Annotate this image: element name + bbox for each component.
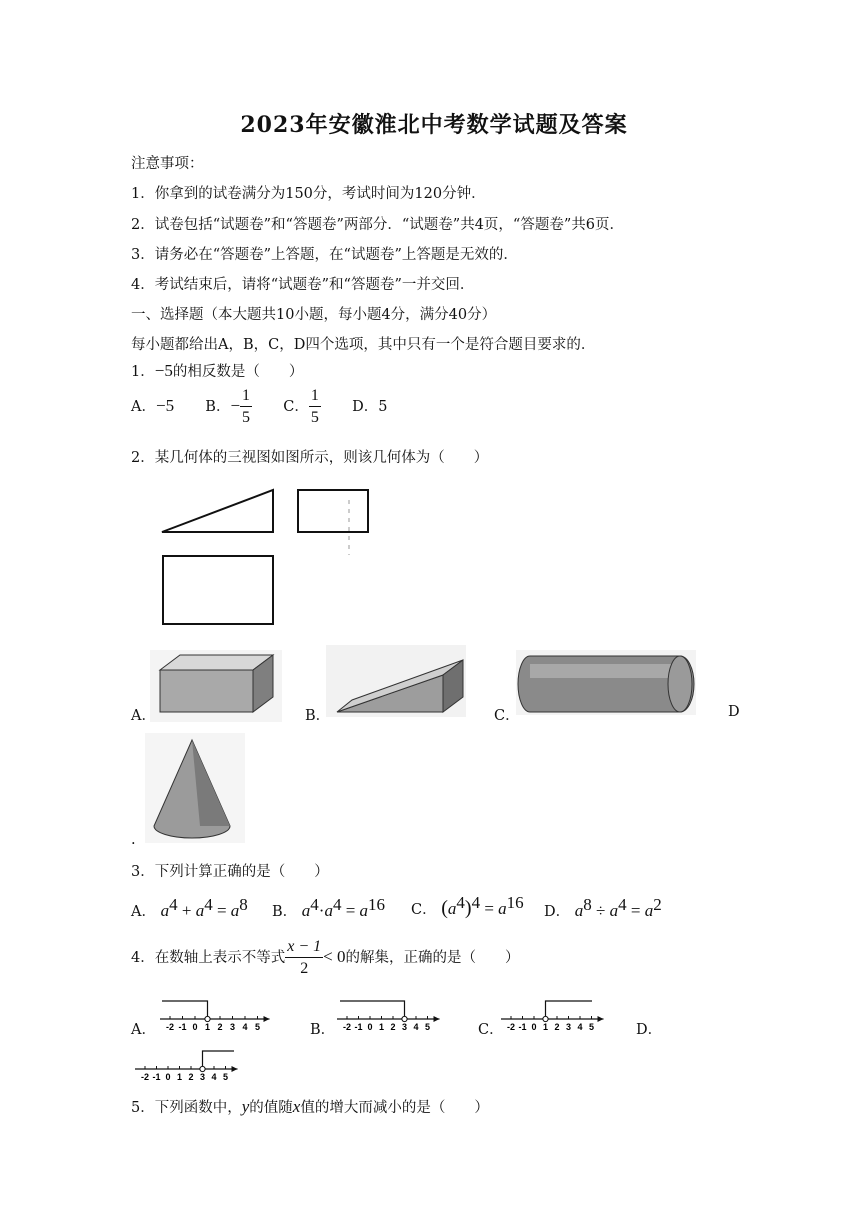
number-line-c [501, 1001, 604, 1032]
tick-label: 0 [192, 1022, 198, 1032]
tick-label: 5 [254, 1022, 261, 1032]
q4-option-a-label: A． [131, 1022, 156, 1038]
axis-arrow [232, 1066, 238, 1072]
question-2-stem: 2．某几何体的三视图如图所示，则该几何体为（ ） [131, 450, 489, 466]
tick-label: -1 [518, 1022, 527, 1032]
tick-label: 4 [577, 1022, 583, 1032]
axis-arrow [264, 1016, 270, 1022]
q1-expr: −5 [154, 361, 173, 380]
q2-option-b-label: B． [305, 708, 331, 724]
solution-bracket [546, 1001, 593, 1016]
question-3-stem: 3．下列计算正确的是（ ） [131, 864, 329, 880]
tick-label: 3 [401, 1022, 408, 1032]
tick-label: 0 [531, 1022, 537, 1032]
q2-option-a-label: A． [131, 708, 156, 724]
number-line-b [337, 1001, 440, 1032]
tick-label: 3 [565, 1022, 572, 1032]
option-d: D．5 [352, 399, 388, 415]
tick-label: -2 [140, 1072, 150, 1082]
tick-label: 2 [390, 1022, 396, 1032]
solution-bracket [203, 1051, 235, 1066]
tick-label: 3 [229, 1022, 236, 1032]
number-line-d [135, 1051, 238, 1082]
open-point [543, 1016, 548, 1021]
open-point [402, 1016, 407, 1021]
notice-item: 4．考试结束后，请将“试题卷”和“答题卷”一并交回． [131, 277, 475, 293]
tick-label: -2 [165, 1022, 175, 1032]
option-a-label: A． [131, 399, 156, 415]
tick-label: -1 [152, 1072, 161, 1082]
axis-arrow [434, 1016, 440, 1022]
notice-item: 2．试卷包括“试题卷”和“答题卷”两部分．“试题卷”共4页，“答题卷”共6页． [131, 217, 624, 233]
tick-label: 2 [188, 1072, 194, 1082]
tick-label: 4 [413, 1022, 419, 1032]
question-4-stem: 4．在数轴上表示不等式 $\frac{x - 1}{2}$ < 0的解集，正确的是（ ） [131, 938, 520, 977]
q4-option-c-label: C． [478, 1022, 504, 1038]
notice-header: 注意事项： [131, 156, 204, 172]
q3-option-c: C． $(a^4)^4 = a^{16}$ [411, 893, 524, 919]
number-line-a [160, 1001, 270, 1032]
tick-label: 5 [588, 1022, 595, 1032]
tick-label: -2 [342, 1022, 352, 1032]
open-point [200, 1066, 205, 1071]
q4-fraction: $\frac{x - 1}{2}$ [287, 938, 322, 977]
section-heading: 一、选择题（本大题共10小题，每小题4分，满分40分） [131, 307, 497, 323]
tick-label: 0 [165, 1072, 171, 1082]
tick-label: 1 [176, 1072, 183, 1082]
tick-label: 2 [554, 1022, 560, 1032]
q2-option-d-dot: . [131, 832, 136, 848]
option-c-label: C． [283, 399, 309, 415]
tick-label: 0 [367, 1022, 373, 1032]
solution-bracket [162, 1001, 208, 1016]
tick-label: 2 [217, 1022, 223, 1032]
tick-label: 1 [204, 1022, 211, 1032]
tick-label: 4 [211, 1072, 217, 1082]
tick-label: -1 [354, 1022, 363, 1032]
notice-item: 1．你拿到的试卷满分为150分，考试时间为120分钟． [131, 186, 486, 202]
page-title: 2023年安徽淮北中考数学试题及答案 [240, 112, 628, 138]
open-point [205, 1016, 210, 1021]
q3-option-a: A． $a^4 + a^4 = a^8$ [131, 895, 248, 920]
q1-suffix: 的相反数是（ ） [172, 364, 304, 380]
tick-label: 3 [199, 1072, 206, 1082]
q4-option-b-label: B． [310, 1022, 336, 1038]
tick-label: 1 [378, 1022, 385, 1032]
notice-item: 3．请务必在“答题卷”上答题，在“试题卷”上答题是无效的． [131, 247, 518, 263]
option-b-sign: − [230, 396, 241, 415]
option-b-fraction: $\frac{1}{5}$ [242, 387, 251, 426]
option-b-label: B． [205, 399, 231, 415]
q4-option-d-label: D． [636, 1022, 663, 1038]
tick-label: 5 [424, 1022, 431, 1032]
tick-label: 4 [242, 1022, 248, 1032]
option-c-fraction: $\frac{1}{5}$ [310, 387, 319, 426]
option-a-value: −5 [155, 396, 175, 415]
section-instruction: 每小题都给出A，B，C，D四个选项，其中只有一个是符合题目要求的． [131, 337, 596, 353]
axis-arrow [598, 1016, 604, 1022]
tick-label: -1 [178, 1022, 187, 1032]
tick-label: -2 [506, 1022, 516, 1032]
q1-prefix: 1． [131, 364, 155, 380]
q2-option-c-label: C． [494, 708, 520, 724]
solution-bracket [340, 1001, 405, 1016]
tick-label: 1 [542, 1022, 549, 1032]
q3-option-b: B． $a^4\cdot a^4 = a^{16}$ [272, 895, 386, 920]
q3-option-d: D． $a^8 \div a^4 = a^2$ [544, 895, 662, 920]
question-5-stem: 5．下列函数中，y的值随x值的增大而减小的是（ ） [131, 1097, 489, 1116]
tick-label: 5 [222, 1072, 229, 1082]
q2-option-d-label: D [728, 704, 740, 720]
